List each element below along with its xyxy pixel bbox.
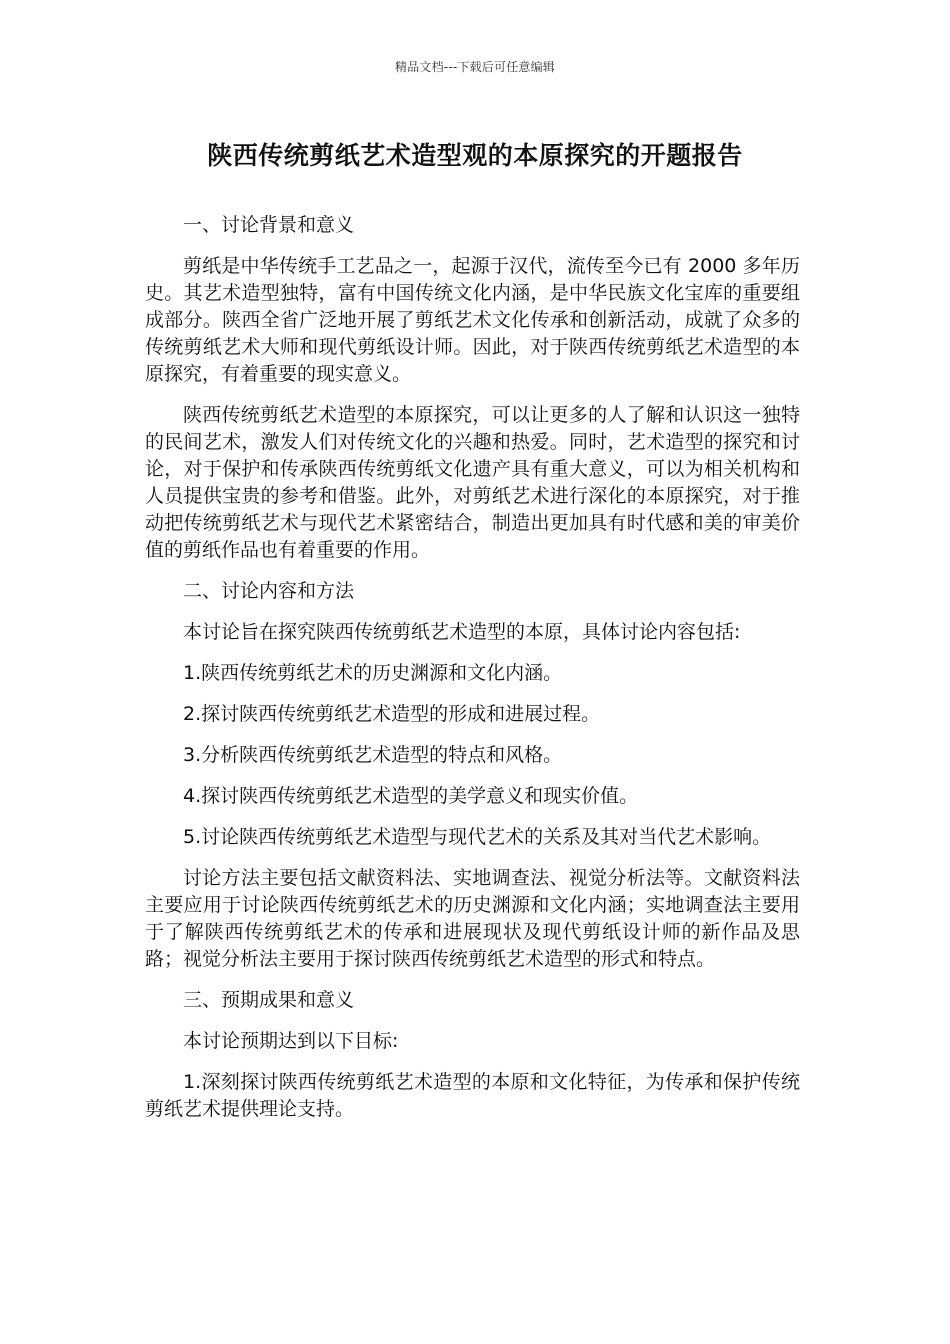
section-heading-content-method: 二、讨论内容和方法 [183, 580, 355, 602]
list-item-content-3: 3.分析陕西传统剪纸艺术造型的特点和风格。 [183, 744, 563, 766]
section-heading-expected-results: 三、预期成果和意义 [183, 989, 355, 1011]
paragraph-background-2: 陕西传统剪纸艺术造型的本原探究，可以让更多的人了解和认识这一独特的民间艺术，激发人们对传统文化的兴趣和热爱。同时，艺术造型的探究和讨论，对于保护和传承陕西传统剪纸文化遗产具有重大意义，可以为相关机构和人员提供宝贵的参考和借鉴。此外，对剪纸艺术进行深化的本原探究，对于推动把传统剪纸艺术与现代艺术紧密结合，制造出更加具有时代感和美的审美价值的剪纸作品也有着重要的作用。 [145, 404, 800, 561]
paragraph-background-1: 剪纸是中华传统手工艺品之一，起源于汉代，流传至今已有 2000 多年历史。其艺术造型独特，富有中国传统文化内涵，是中华民族文化宝库的重要组成部分。陕西全省广泛地开展了剪纸艺术文化传承和创新活动，成就了众多的传统剪纸艺术大师和现代剪纸设计师。因此，对于陕西传统剪纸艺术造型的本原探究，有着重要的现实意义。 [145, 255, 800, 385]
paragraph-content-intro: 本讨论旨在探究陕西传统剪纸艺术造型的本原，具体讨论内容包括: [183, 621, 741, 643]
list-item-content-5: 5.讨论陕西传统剪纸艺术造型与现代艺术的关系及其对当代艺术影响。 [183, 826, 772, 848]
header-note: 精品文档---下载后可任意编辑 [395, 60, 555, 74]
list-item-goal-1: 1.深刻探讨陕西传统剪纸艺术造型的本原和文化特征，为传承和保护传统剪纸艺术提供理论支持。 [145, 1071, 800, 1120]
document-title: 陕西传统剪纸艺术造型观的本原探究的开题报告 [207, 141, 743, 170]
list-item-content-4: 4.探讨陕西传统剪纸艺术造型的美学意义和现实价值。 [183, 785, 639, 807]
list-item-content-1: 1.陕西传统剪纸艺术的历史渊源和文化内涵。 [183, 662, 563, 684]
paragraph-goals-intro: 本讨论预期达到以下目标: [183, 1030, 399, 1052]
section-heading-background: 一、讨论背景和意义 [183, 214, 355, 236]
list-item-content-2: 2.探讨陕西传统剪纸艺术造型的形成和进展过程。 [183, 703, 601, 725]
document-body [145, 212, 800, 1137]
paragraph-methods: 讨论方法主要包括文献资料法、实地调查法、视觉分析法等。文献资料法主要应用于讨论陕西传统剪纸艺术的历史渊源和文化内涵；实地调查法主要用于了解陕西传统剪纸艺术的传承和进展现状及现代剪纸设计师的新作品及思路；视觉分析法主要用于探讨陕西传统剪纸艺术造型的形式和特点。 [145, 867, 800, 970]
